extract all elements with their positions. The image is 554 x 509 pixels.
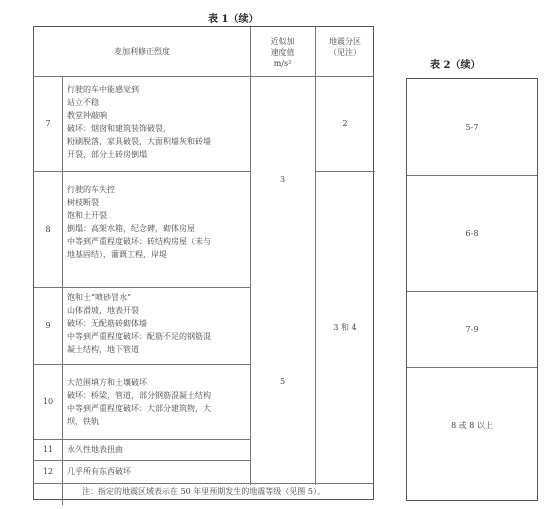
description-line: 教堂钟敲响 xyxy=(67,111,107,120)
seismic-zone-value: 2 xyxy=(342,119,348,128)
header-zone-line1: 地震分区 xyxy=(329,37,361,46)
seismic-zone-value-merged: 3 和 4 xyxy=(333,322,357,332)
description-line: 破坏：桥梁，管道，部分钢筋混凝土结构 xyxy=(67,391,211,400)
column-divider xyxy=(250,27,251,485)
table-2-title: 表 2（续） xyxy=(430,60,481,71)
description-line: 行驶的车中能感觉到 xyxy=(67,85,139,94)
level-number: 8 xyxy=(45,224,51,234)
description-line: 饱和土“喷砂冒水” xyxy=(67,293,132,302)
description-line: 永久性地表扭曲 xyxy=(67,445,123,454)
table-note: 注：指定的地震区域表示在 50 年里预期发生的地震等级（见图 5）。 xyxy=(82,487,325,496)
level-11-description xyxy=(67,443,123,456)
description-line: 树枝断裂 xyxy=(67,198,99,207)
table-1-title: 表 1（续） xyxy=(208,14,259,25)
description-line: 凝土结构，地下管道 xyxy=(67,345,139,354)
row-divider xyxy=(34,364,250,365)
description-line: 破坏：烟囱和建筑装饰破裂， xyxy=(67,124,171,133)
description-line: 大范围填方和土壤破坏 xyxy=(67,378,147,387)
description-line: 开裂，部分土砖房倒塌 xyxy=(67,150,147,159)
description-line: 中等到严重程度破坏：砖结构房屋（未与 xyxy=(67,237,211,246)
table-2-value: 7-9 xyxy=(465,324,479,334)
level-number: 12 xyxy=(42,467,54,476)
header-intensity: 麦加利修正烈度 xyxy=(114,47,170,56)
level-8-description xyxy=(67,183,211,261)
header-seismic-zone xyxy=(315,29,375,65)
description-line: 中等到严重程度破坏：配筋不足的钢筋混 xyxy=(67,332,211,341)
level-number: 7 xyxy=(45,119,51,128)
acceleration-value: 3 xyxy=(279,174,286,184)
table-2-value: 5-7 xyxy=(465,122,479,132)
table-2-value: 6-8 xyxy=(465,228,479,238)
header-acceleration-line2: 速度值 xyxy=(270,48,295,57)
description-line: 站立不稳 xyxy=(67,98,99,107)
row-divider xyxy=(34,483,373,484)
header-acceleration-line1: 近似加 xyxy=(270,37,295,46)
header-zone-line2: （见注） xyxy=(329,48,361,57)
description-line: 坝，铁轨 xyxy=(67,417,99,426)
description-line: 几乎所有东西破坏 xyxy=(67,467,131,476)
description-line: 行驶的车失控 xyxy=(67,185,115,194)
level-9-description xyxy=(67,291,211,356)
table-2-value: 8 或 8 以上 xyxy=(451,420,493,430)
description-line: 饱和土开裂 xyxy=(67,211,107,220)
row-divider xyxy=(34,439,250,440)
level-10-description xyxy=(67,376,211,428)
table-2 xyxy=(406,78,538,501)
level-number: 9 xyxy=(45,321,51,330)
intensity-table xyxy=(33,26,374,500)
description-line: 倒塌：高架水箱，纪念碑，砌体房屋 xyxy=(67,224,195,233)
acceleration-value: 5 xyxy=(279,376,286,386)
description-line: 粉刷脱落，家具破裂，大面积墙灰和砖墙 xyxy=(67,137,211,146)
description-line: 破坏：无配筋砖砌体墙 xyxy=(67,319,147,328)
column-divider xyxy=(62,77,63,505)
description-line: 山体滑坡，地表开裂 xyxy=(67,306,139,315)
level-number: 10 xyxy=(42,397,54,406)
row-divider xyxy=(34,460,250,461)
row-divider xyxy=(34,171,250,172)
description-line: 中等到严重程度破坏：大部分建筑物，大 xyxy=(67,404,211,413)
level-7-description xyxy=(67,83,211,161)
header-acceleration-unit: m/s² xyxy=(273,59,292,68)
row-divider xyxy=(34,287,250,288)
header-acceleration xyxy=(250,29,315,76)
level-12-description xyxy=(67,465,131,478)
level-number: 11 xyxy=(42,445,54,454)
description-line: 地基固结），灌溉工程，岸堤 xyxy=(67,250,167,259)
